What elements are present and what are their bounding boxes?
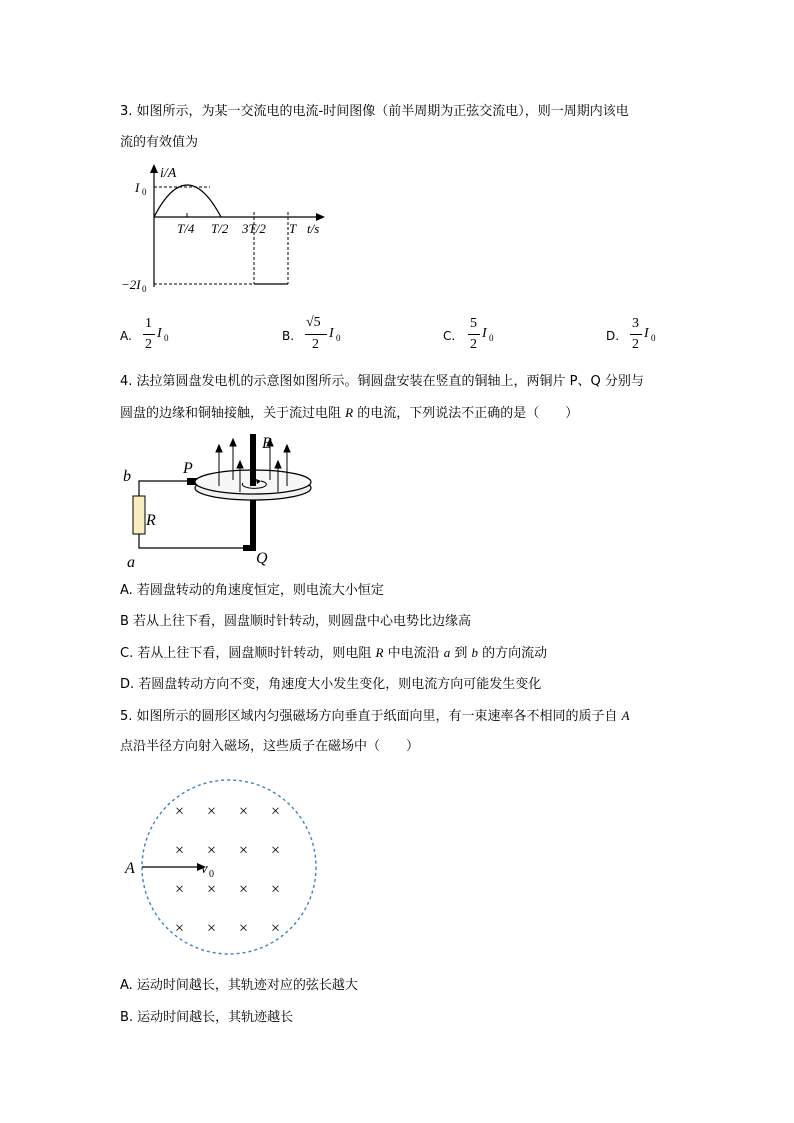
- label-i0: I: [135, 180, 140, 195]
- q3-option-a-den: 2: [145, 337, 152, 352]
- q4-faraday-disk-figure: [115, 430, 330, 575]
- q5-stem-line2: 点沿半径方向射入磁场，这些质子在磁场中（ ）: [120, 739, 420, 754]
- q3-option-a-var: I: [157, 326, 162, 341]
- cross-mark: ×: [271, 842, 281, 859]
- q3-option-b-letter: B.: [282, 329, 295, 343]
- q4-stem-line2: 圆盘的边缘和铜轴接触，关于流过电阻 R 的电流，下列说法不正确的是（ ）: [120, 405, 579, 421]
- label-b: b: [123, 468, 131, 485]
- q3-stem-line2: 流的有效值为: [120, 135, 199, 150]
- y-axis-label: i/A: [160, 166, 177, 181]
- q3-option-a-num: 1: [145, 316, 152, 331]
- cross-mark: ×: [207, 803, 217, 820]
- q3-option-a-sub: 0: [164, 333, 169, 343]
- cross-mark: ×: [207, 842, 217, 859]
- label-neg-2i0: −2I: [121, 277, 141, 292]
- brush-q: [243, 545, 256, 551]
- label-field-b: B: [262, 435, 272, 452]
- x-axis-arrow: [316, 213, 325, 221]
- q3-option-d-letter: D.: [606, 329, 620, 343]
- q4-option-d[interactable]: D. 若圆盘转动方向不变，角速度大小发生变化，则电流方向可能发生变化: [120, 677, 542, 692]
- q3-option-b-sub: 0: [336, 333, 341, 343]
- label-p: P: [183, 460, 193, 477]
- q3-option-d-sub: 0: [651, 333, 656, 343]
- cross-mark: ×: [207, 920, 217, 937]
- q3-option-b-var: I: [329, 326, 334, 341]
- label-v0: v: [201, 861, 208, 877]
- x-axis-label: t/s: [307, 221, 320, 236]
- q3-option-b-num: √5: [306, 315, 321, 330]
- cross-mark: ×: [239, 842, 249, 859]
- field-crosses: [175, 803, 280, 937]
- cross-mark: ×: [271, 881, 281, 898]
- q4-option-a[interactable]: A. 若圆盘转动的角速度恒定，则电流大小恒定: [120, 583, 384, 598]
- cross-mark: ×: [239, 920, 249, 937]
- label-v0-sub: 0: [209, 869, 214, 880]
- tick-label-t-half: T/2: [211, 221, 229, 236]
- resistor: [133, 496, 145, 534]
- q3-option-d-var: I: [644, 326, 649, 341]
- wire-top: [139, 481, 187, 488]
- label-q: Q: [256, 550, 268, 567]
- q5-stem-line1: 5. 如图所示的圆形区域内匀强磁场方向垂直于纸面向里，有一束速率各不相同的质子自 A: [120, 708, 630, 724]
- label-r: R: [146, 512, 156, 529]
- cross-mark: ×: [207, 881, 217, 898]
- y-axis-arrow: [150, 164, 158, 173]
- q3-option-c-var: I: [482, 326, 487, 341]
- sine-half-wave: [154, 185, 221, 217]
- cross-mark: ×: [239, 881, 249, 898]
- cross-mark: ×: [175, 803, 185, 820]
- q5-option-b[interactable]: B. 运动时间越长，其轨迹越长: [120, 1010, 294, 1025]
- q4-option-b[interactable]: B 若从上往下看，圆盘顺时针转动，则圆盘中心电势比边缘高: [120, 614, 472, 629]
- wire-bottom: [139, 534, 243, 548]
- q3-option-a-letter: A.: [120, 329, 132, 343]
- q5-magnetic-field-figure: [118, 778, 328, 958]
- q3-stem-line1: 3. 如图所示，为某一交流电的电流-时间图像（前半周期为正弦交流电），则一周期内该电: [120, 104, 629, 119]
- label-i0-sub: 0: [142, 187, 147, 197]
- q4-stem-line1: 4. 法拉第圆盘发电机的示意图如图所示。铜圆盘安装在竖直的铜轴上，两铜片 P、Q 分别与: [120, 374, 644, 389]
- axle-lower: [250, 495, 256, 550]
- label-neg-2i0-sub: 0: [142, 284, 147, 294]
- tick-label-3t-half: 3T/2: [242, 221, 266, 236]
- q3-option-c-num: 5: [470, 316, 477, 331]
- q4-option-c[interactable]: C. 若从上往下看，圆盘顺时针转动，则电阻 R 中电流沿 a 到 b 的方向流动: [120, 645, 548, 661]
- cross-mark: ×: [175, 842, 185, 859]
- q3-option-b-den: 2: [312, 337, 319, 352]
- cross-mark: ×: [239, 803, 249, 820]
- label-a: a: [127, 554, 135, 571]
- q3-option-c-sub: 0: [489, 333, 494, 343]
- tick-label-t-full: T: [289, 221, 297, 236]
- q3-current-time-graph: [115, 162, 335, 297]
- cross-mark: ×: [271, 803, 281, 820]
- q3-option-c-letter: C.: [443, 329, 456, 343]
- q5-option-a[interactable]: A. 运动时间越长，其轨迹对应的弦长越大: [120, 978, 358, 993]
- cross-mark: ×: [175, 881, 185, 898]
- label-point-a: A: [125, 860, 135, 877]
- axle-upper: [250, 434, 256, 486]
- cross-mark: ×: [271, 920, 281, 937]
- q3-option-d-num: 3: [632, 316, 639, 331]
- cross-mark: ×: [175, 920, 185, 937]
- q3-option-d-den: 2: [632, 337, 639, 352]
- q3-option-c-den: 2: [470, 337, 477, 352]
- tick-label-t-quarter: T/4: [177, 221, 195, 236]
